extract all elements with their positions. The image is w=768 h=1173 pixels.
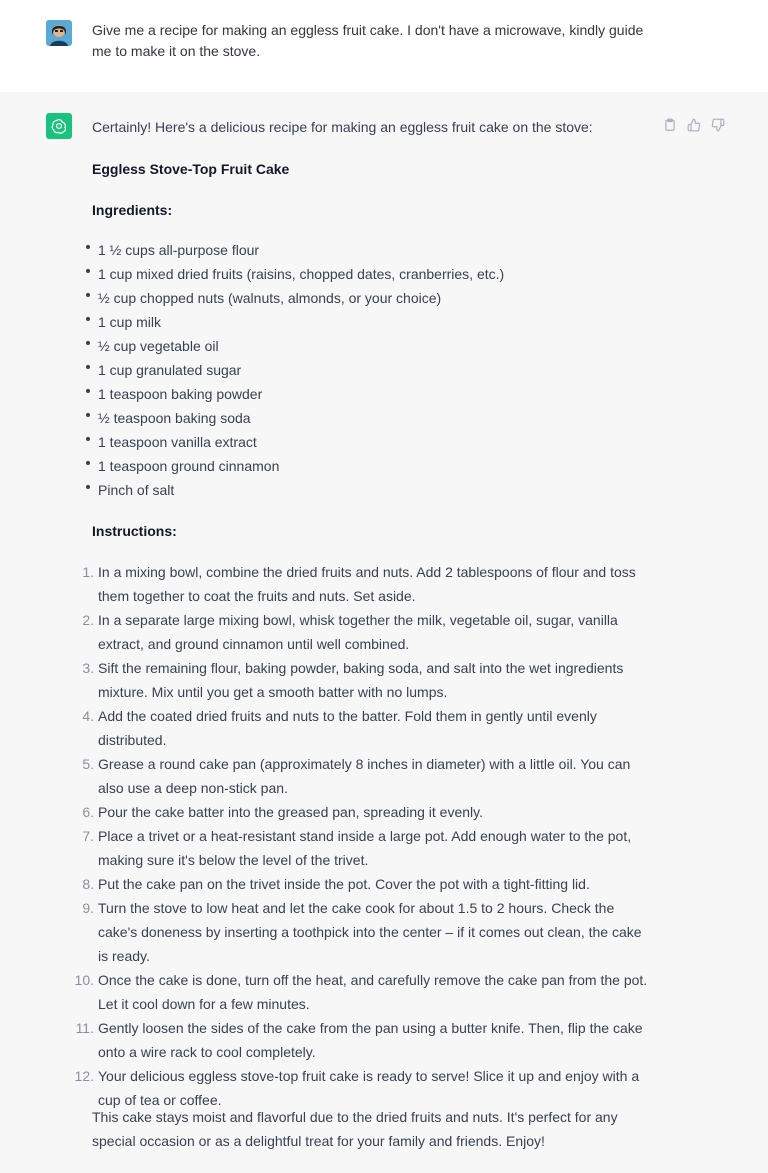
list-item: 1 teaspoon ground cinnamon xyxy=(92,454,652,478)
user-message-text: Give me a recipe for making an eggless fruit cake. I don't have a microwave, kindly guide me to make it on the stove. xyxy=(92,22,644,59)
step-number: 9. xyxy=(82,900,94,916)
instructions-heading: Instructions: xyxy=(92,523,177,539)
step-number: 4. xyxy=(82,708,94,724)
step-text: Gently loosen the sides of the cake from the pan using a butter knife. Then, flip the cake onto a wire rack to cool completely. xyxy=(98,1020,643,1060)
assistant-intro: Certainly! Here's a delicious recipe for making an eggless fruit cake on the stove: xyxy=(92,119,593,135)
step-text: Add the coated dried fruits and nuts to the batter. Fold them in gently until evenly distributed. xyxy=(98,708,597,748)
step-number: 8. xyxy=(82,876,94,892)
list-item: ½ cup vegetable oil xyxy=(92,334,652,358)
step-item xyxy=(82,896,654,968)
step-number: 12. xyxy=(74,1068,94,1084)
thumbs-up-icon[interactable] xyxy=(686,117,702,133)
list-item: Pinch of salt xyxy=(92,478,652,502)
step-number: 2. xyxy=(82,612,94,628)
step-item xyxy=(82,656,654,704)
recipe-title: Eggless Stove-Top Fruit Cake xyxy=(92,161,290,177)
step-text: Sift the remaining flour, baking powder, baking soda, and salt into the wet ingredients mixture. Mix until you get a smooth batter with no lumps. xyxy=(98,660,624,700)
list-item: 1 teaspoon baking powder xyxy=(92,382,652,406)
step-text: Grease a round cake pan (approximately 8 inches in diameter) with a little oil. You can also use a deep non-stick pan. xyxy=(98,756,631,796)
step-number: 7. xyxy=(82,828,94,844)
step-text: Your delicious eggless stove-top fruit cake is ready to serve! Slice it up and enjoy with a cup of tea or coffee. xyxy=(98,1068,640,1108)
list-item: 1 cup mixed dried fruits (raisins, chopped dates, cranberries, etc.) xyxy=(92,262,652,286)
message-actions xyxy=(662,117,726,133)
step-number: 5. xyxy=(82,756,94,772)
list-item: ½ cup chopped nuts (walnuts, almonds, or your choice) xyxy=(92,286,652,310)
openai-logo-icon xyxy=(50,117,68,135)
list-item: 1 cup milk xyxy=(92,310,652,334)
step-item xyxy=(75,1016,654,1064)
assistant-avatar xyxy=(46,113,72,139)
thumbs-down-icon[interactable] xyxy=(710,117,726,133)
list-item: 1 teaspoon vanilla extract xyxy=(92,430,652,454)
list-item: 1 ½ cups all-purpose flour xyxy=(92,238,652,262)
assistant-outro: This cake stays moist and flavorful due to the dried fruits and nuts. It's perfect for any special occasion or as a delightful treat for your family and friends. Enjoy! xyxy=(92,1109,618,1149)
step-item xyxy=(82,752,654,800)
list-item: 1 cup granulated sugar xyxy=(92,358,652,382)
step-text: In a mixing bowl, combine the dried fruits and nuts. Add 2 tablespoons of flour and toss them together to coat the fruits and nuts. Set aside. xyxy=(98,564,636,604)
right-gutter xyxy=(724,370,768,1173)
step-text: Turn the stove to low heat and let the cake cook for about 1.5 to 2 hours. Check the cake's doneness by inserting a toothpick into the center – if it comes out clean, the cake is ready. xyxy=(98,900,642,964)
step-number: 6. xyxy=(82,804,94,820)
clipboard-icon[interactable] xyxy=(662,117,678,133)
step-item xyxy=(82,824,654,872)
step-text: Once the cake is done, turn off the heat, and carefully remove the cake pan from the pot. Let it cool down for a few minutes. xyxy=(98,972,648,1012)
step-number: 10. xyxy=(74,972,94,988)
step-text: In a separate large mixing bowl, whisk together the milk, vegetable oil, sugar, vanilla extract, and ground cinnamon until well combined. xyxy=(98,612,618,652)
step-text: Put the cake pan on the trivet inside the pot. Cover the pot with a tight-fitting lid. xyxy=(98,876,590,892)
step-item xyxy=(82,704,654,752)
step-number: 3. xyxy=(82,660,94,676)
step-text: Pour the cake batter into the greased pan, spreading it evenly. xyxy=(98,804,483,820)
step-item xyxy=(82,872,654,896)
step-item xyxy=(82,608,654,656)
step-item xyxy=(74,968,654,1016)
left-gutter xyxy=(0,370,44,1173)
ingredients-heading: Ingredients: xyxy=(92,202,173,218)
ingredients-list xyxy=(92,238,652,502)
user-message-row xyxy=(0,0,768,92)
step-item xyxy=(82,560,654,608)
step-number: 1. xyxy=(82,564,94,580)
step-item xyxy=(82,800,654,824)
step-text: Place a trivet or a heat-resistant stand inside a large pot. Add enough water to the pot, making sure it's below the level of the trivet. xyxy=(98,828,632,868)
list-item: ½ teaspoon baking soda xyxy=(92,406,652,430)
user-avatar xyxy=(46,20,72,46)
instructions-list xyxy=(74,560,654,1112)
step-number: 11. xyxy=(75,1020,94,1036)
assistant-message-content xyxy=(74,115,662,1149)
